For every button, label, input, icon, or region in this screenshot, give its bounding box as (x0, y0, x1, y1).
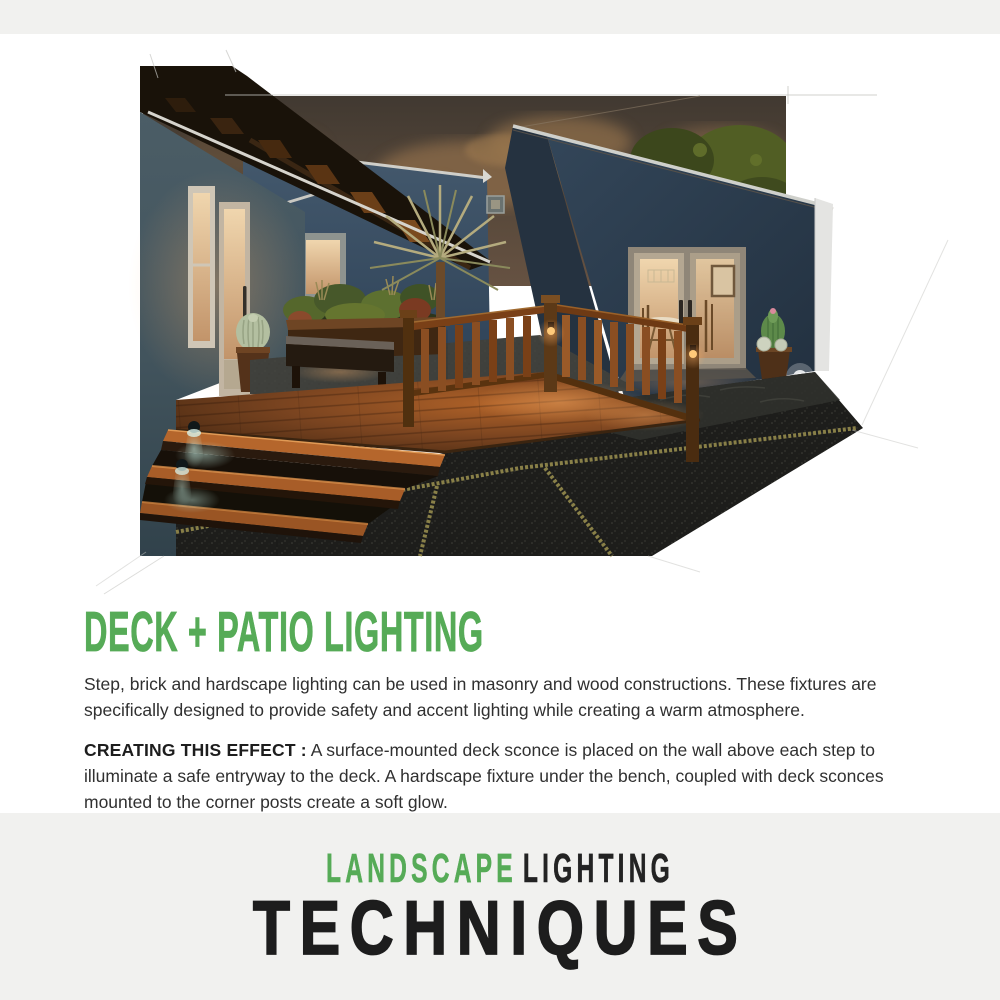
effect-paragraph (84, 737, 936, 815)
gable-vent (487, 196, 504, 213)
post-sconce (680, 343, 706, 369)
section-heading: DECK + PATIO LIGHTING (84, 600, 484, 664)
brand-line (0, 813, 1000, 891)
series-title: TECHNIQUES (252, 886, 748, 972)
caption-block (84, 600, 940, 815)
effect-text: A surface-mounted deck sconce is placed on the wall above each step to illuminate a safe entryway to the deck. A hardscape fixture under the bench, coupled with deck sconces mounted to the corner posts create a soft glow. (84, 740, 884, 812)
footer-band (0, 813, 1000, 1000)
brand-landscape: LANDSCAPE (325, 845, 517, 891)
door-handle (679, 300, 683, 326)
page-edge-panel (815, 198, 833, 371)
railing-post (403, 315, 414, 427)
door-handle (243, 286, 247, 318)
brand-lighting: LIGHTING (522, 845, 674, 891)
lit-side-window (188, 186, 215, 348)
post-sconce (537, 319, 565, 347)
interior-picture-frame (712, 266, 734, 296)
railing-post (686, 322, 699, 462)
intro-paragraph: Step, brick and hardscape lighting can be used in masonry and wood constructions. These fixtures are specifically designed to provide safety and accent lighting while creating a warm atmosphere. (84, 674, 877, 720)
effect-label: CREATING THIS EFFECT : (84, 740, 307, 760)
